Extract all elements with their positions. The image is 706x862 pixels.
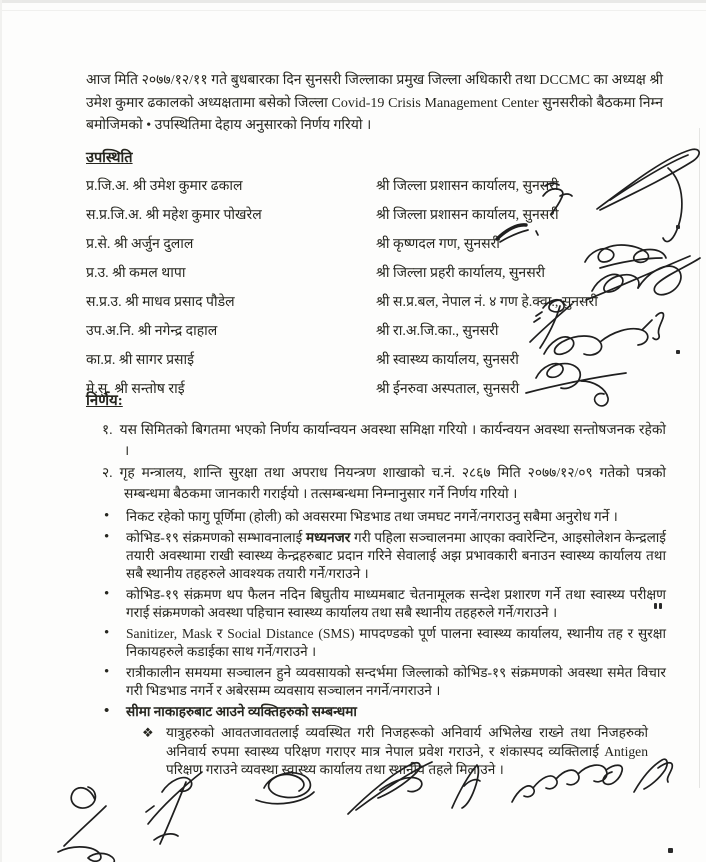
decision-bullet: • निकट रहेको फागु पूर्णिमा (होली) को अवसरमा भिडभाड तथा जमघट नगर्ने/नगराउनु सबैमा अनुरोध गर्ने । xyxy=(102,508,666,526)
attendance-section xyxy=(86,147,676,404)
decision-number: २. xyxy=(102,465,113,480)
decisions-numbered-list xyxy=(86,420,666,504)
decision-text: यस सिमितको बिगतमा भएको निर्णय कार्यान्वयन अवस्था समिक्षा गरियो । कार्यन्वयन अवस्था सन्तोषजनक रहेको । xyxy=(119,422,666,458)
attendee-office: श्री कृष्णदल गण, सुनसरी xyxy=(376,237,500,252)
attendee-name: मे.सु. श्री सन्तोष राई xyxy=(86,382,185,397)
attendee-row xyxy=(86,259,676,288)
attendee-office: श्री ईनरुवा अस्पताल, सुनसरी xyxy=(376,382,520,397)
ink-speck xyxy=(676,350,680,354)
sub-bullet-text: यात्रुहरुको आवतजावतलाई व्यवस्थित गरी निजहरूको अनिवार्य अभिलेख राख्ने तथा निजहरुको अनिवार्य रुपमा स्वास्थ्य परिक्षण गराएर मात्र नेपाल प्रवेश गराउने, र शंकास्पद व्यक्तिलाई Antigen परिक्षण गराउने व्यवस्था स्वास्थ्य कार्यालय तथा स्थानीय तहले मिलाउने । xyxy=(166,725,648,777)
ink-speck xyxy=(659,603,662,609)
ink-speck xyxy=(654,603,657,609)
attendee-row xyxy=(86,230,676,259)
decisions-bullet-list xyxy=(86,508,666,721)
attendance-list xyxy=(86,172,676,404)
ink-speck xyxy=(676,225,680,229)
signature-ink xyxy=(160,782,186,844)
diamond-bullet-icon: ❖ xyxy=(142,725,154,740)
intro-paragraph: आज मिति २०७७/१२/११ गते बुधबारका दिन सुनसरी जिल्लाका प्रमुख जिल्ला अधिकारी तथा DCCMC का अध्यक्ष श्री उमेश कुमार ढकालको अध्यक्षतामा बसेको जिल्ला Covid-19 Crisis Management Center सुनसरीको बैठकमा निम्न बमोजिमको • उपस्थितिमा देहाय अनुसारको निर्णय गरियो । xyxy=(86,73,663,133)
signature-ink xyxy=(512,786,534,802)
attendee-name: प्र.से. श्री अर्जुन दुलाल xyxy=(86,237,194,252)
decision-bullet: • Sanitizer, Mask र Social Distance (SMS) मापदण्डको पूर्ण पालना स्वास्थ्य कार्यालय, स्थानीय तह र सुरक्षा निकायहरुले कडाईका साथ गर्ने/गराउने । xyxy=(102,625,666,661)
ink-speck xyxy=(668,848,673,853)
scan-top-edge xyxy=(0,0,706,3)
attendee-office: श्री जिल्ला प्रशासन कार्यालय, सुनसरी xyxy=(376,208,559,223)
bullet-text-post: गरी पहिला सञ्चालनमा आएका क्वारेन्टिन, आइसोलेशन केन्द्रलाई तयारी अवस्थामा राखी स्वास्थ्य केन्द्रहरुबाट प्रदान गरिने सेवालाई अझ प्रभावकारी बनाउन स्वास्थ्य कार्यालय तथा सबै स्थानीय तहहरुले आवश्यक तयारी गर्ने/गराउने । xyxy=(126,530,666,581)
attendee-name: स.प्र.उ. श्री माधव प्रसाद पौडेल xyxy=(86,295,235,310)
attendee-row xyxy=(86,201,676,230)
decision-sub-bullet xyxy=(142,724,648,780)
attendee-office: श्री जिल्ला प्रशासन कार्यालय, सुनसरी xyxy=(376,179,559,194)
attendee-row xyxy=(86,172,676,201)
attendee-office: श्री स.प्र.बल, नेपाल नं. ४ गण हे.क्वा., सुनसरी xyxy=(376,295,598,310)
attendee-name: प्र.उ. श्री कमल थापा xyxy=(86,266,186,281)
bullet-text-pre: कोभिड-१९ संक्रमणको सम्भावनालाई xyxy=(126,530,306,545)
attendee-office: श्री स्वास्थ्य कार्यालय, सुनसरी xyxy=(376,353,519,368)
signature-ink xyxy=(146,806,154,812)
signature-ink xyxy=(71,787,95,808)
decision-bullet: • रात्रीकालीन समयमा सञ्चालन हुने व्यवसायको सन्दर्भमा जिल्लाको कोभिड-१९ संक्रमणको अवस्था समेत विचार गरी भिडभाड नगर्ने र अबेरसम्म व्यवसाय सञ्चालन नगर्ने/नगराउने । xyxy=(102,664,666,700)
attendee-name: स.प्र.जि.अ. श्री महेश कुमार पोखरेल xyxy=(86,208,262,223)
decision-item xyxy=(102,420,666,461)
attendee-row xyxy=(86,317,676,346)
signature-ink xyxy=(380,778,422,792)
decisions-heading: निर्णय: xyxy=(86,393,123,409)
decision-text: गृह मन्त्रालय, शान्ति सुरक्षा तथा अपराध नियन्त्रण शाखाको च.नं. २८६७ मिति २०७७/१२/०९ गतेको पत्रको सम्बन्धमा बैठकमा जानकारी गराईयो । तत्सम्बन्धमा निम्नानुसार गर्ने निर्णय गरियो । xyxy=(119,465,666,501)
bullet-text-bold: मध्यनजर xyxy=(305,530,351,545)
scan-right-edge xyxy=(699,128,700,788)
attendee-row xyxy=(86,288,676,317)
signature-ink xyxy=(58,847,114,862)
attendee-row xyxy=(86,346,676,375)
scan-top-hairline xyxy=(0,10,706,11)
decision-bullet-border-points: • सीमा नाकाहरुबाट आउने व्यक्तिहरुको सम्बन्धमा xyxy=(102,703,666,721)
attendee-name: प्र.जि.अ. श्री उमेश कुमार ढकाल xyxy=(86,179,243,194)
decision-bullet xyxy=(102,529,666,583)
attendee-office: श्री रा.अ.जि.का., सुनसरी xyxy=(376,324,499,339)
decision-bullet: • कोभिड-१९ संक्रमण थप फैलन नदिन बिघुतीय माध्यमबाट चेतनामूलक सन्देश प्रशारण गर्ने तथा स्वास्थ्य परीक्षण गराई संक्रमणको अवस्था पहिचान स्वास्थ्य कार्यालय तथा सबै स्थानीय तहहरुले गर्ने/गराउने । xyxy=(102,586,666,622)
signature-ink xyxy=(256,792,314,804)
decision-item xyxy=(102,463,666,504)
scan-left-edge xyxy=(0,0,2,862)
signature-ink xyxy=(148,772,202,824)
attendee-name: उप.अ.नि. श्री नगेन्द्र दाहाल xyxy=(86,324,218,339)
signature-ink xyxy=(154,834,178,840)
attendance-heading: उपस्थिति xyxy=(86,150,133,166)
signature-ink xyxy=(464,780,480,786)
decisions-section xyxy=(86,390,666,780)
signature-ink xyxy=(162,778,192,792)
decision-number: १. xyxy=(102,422,113,437)
attendee-name: का.प्र. श्री सागर प्रसाई xyxy=(86,353,195,368)
signature-ink xyxy=(64,806,106,846)
attendee-office: श्री जिल्ला प्रहरी कार्यालय, सुनसरी xyxy=(376,266,546,281)
